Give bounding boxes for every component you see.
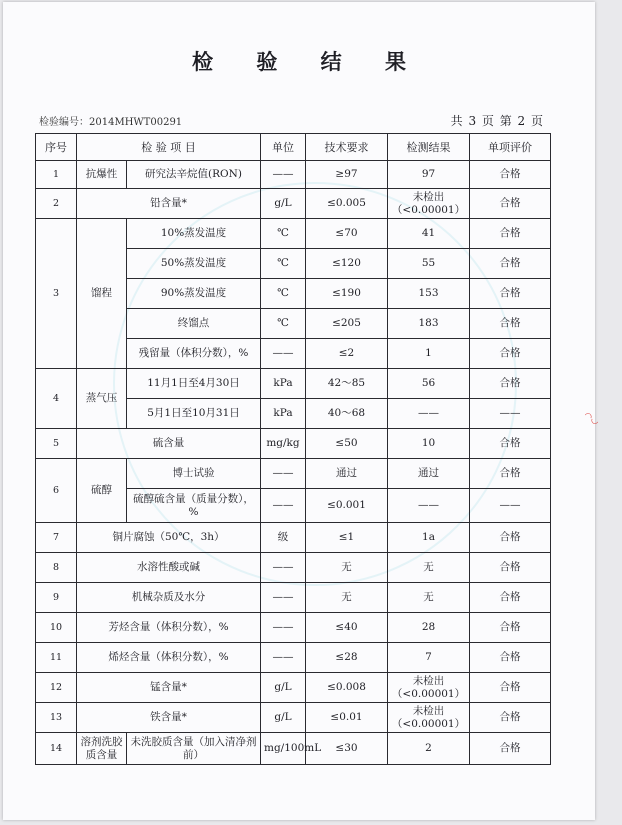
row-unit: —— [261,583,306,613]
row-seq: 14 [36,733,77,765]
row-result: 通过 [388,459,470,489]
row-unit: 级 [261,523,306,553]
row-seq: 12 [36,673,77,703]
row-seq: 1 [36,161,77,189]
row-requirement: ≤0.008 [306,673,388,703]
table-row [36,733,551,765]
row-requirement: ≤205 [306,309,388,339]
row-evaluation: 合格 [470,583,551,613]
row-result: 153 [388,279,470,309]
table-row [36,369,551,399]
row-group: 溶剂洗胶质含量 [77,733,127,765]
page-title: 检 验 结 果 [192,49,424,74]
row-unit: kPa [261,399,306,429]
row-result: 未检出（<0.00001） [388,189,470,219]
row-unit: mg/kg [261,429,306,459]
row-item: 铅含量* [77,189,261,219]
row-evaluation: 合格 [470,339,551,369]
row-item: 铁含量* [77,703,261,733]
row-evaluation: 合格 [470,523,551,553]
row-seq: 5 [36,429,77,459]
row-unit: —— [261,613,306,643]
table-row [36,459,551,489]
page-indicator: 共 3 页 第 2 页 [450,114,544,128]
row-item: 5月1日至10月31日 [127,399,261,429]
row-evaluation: 合格 [470,279,551,309]
row-evaluation: —— [470,399,551,429]
row-requirement: ≤30 [306,733,388,765]
row-result: 97 [388,161,470,189]
row-group: 蒸气压 [77,369,127,429]
red-seal-stamp: ◠◡ [582,410,601,427]
row-evaluation: 合格 [470,459,551,489]
row-item: 残留量（体积分数），% [127,339,261,369]
row-evaluation: 合格 [470,703,551,733]
header-evaluation: 单项评价 [470,134,551,161]
table-row [36,643,551,673]
row-result: 1 [388,339,470,369]
row-unit: ℃ [261,309,306,339]
row-seq: 11 [36,643,77,673]
row-item: 硫含量 [77,429,261,459]
row-requirement: ≤0.01 [306,703,388,733]
row-seq: 9 [36,583,77,613]
row-result: 未检出（<0.00001） [388,673,470,703]
row-evaluation: 合格 [470,189,551,219]
row-evaluation: 合格 [470,553,551,583]
row-requirement: ≤70 [306,219,388,249]
table-row [36,523,551,553]
report-page [3,2,601,820]
table-row [36,703,551,733]
row-result: —— [388,399,470,429]
table-row [36,161,551,189]
row-result: 1a [388,523,470,553]
row-item: 10%蒸发温度 [127,219,261,249]
row-seq: 6 [36,459,77,523]
table-row [36,219,551,249]
table-header-row [36,134,551,161]
row-item: 50%蒸发温度 [127,249,261,279]
table-row [36,189,551,219]
row-unit: ℃ [261,219,306,249]
row-evaluation: 合格 [470,369,551,399]
table-row [36,553,551,583]
row-evaluation: 合格 [470,613,551,643]
row-group: 馏程 [77,219,127,369]
row-result: 55 [388,249,470,279]
row-item: 水溶性酸或碱 [77,553,261,583]
row-unit: —— [261,643,306,673]
row-evaluation: 合格 [470,309,551,339]
row-result: 41 [388,219,470,249]
row-evaluation: 合格 [470,673,551,703]
row-evaluation: 合格 [470,429,551,459]
row-seq: 8 [36,553,77,583]
row-requirement: ≤2 [306,339,388,369]
row-result: 无 [388,583,470,613]
row-unit: —— [261,553,306,583]
row-seq: 13 [36,703,77,733]
row-requirement: ≤0.001 [306,489,388,523]
report-number: 检验编号：2014MHWT00291 [39,117,183,128]
row-unit: g/L [261,189,306,219]
row-result: 2 [388,733,470,765]
row-item: 博士试验 [127,459,261,489]
row-seq: 10 [36,613,77,643]
row-seq: 4 [36,369,77,429]
row-requirement: 无 [306,553,388,583]
row-requirement: 通过 [306,459,388,489]
row-item: 90%蒸发温度 [127,279,261,309]
row-requirement: ≥97 [306,161,388,189]
row-seq: 3 [36,219,77,369]
row-unit: ℃ [261,249,306,279]
row-requirement: ≤1 [306,523,388,553]
table-row [36,613,551,643]
row-seq: 2 [36,189,77,219]
row-item: 烯烃含量（体积分数），% [77,643,261,673]
row-unit: —— [261,339,306,369]
row-unit: —— [261,489,306,523]
row-unit: kPa [261,369,306,399]
row-evaluation: —— [470,489,551,523]
row-item: 锰含量* [77,673,261,703]
row-item: 硫醇硫含量（质量分数），% [127,489,261,523]
row-item: 11月1日至4月30日 [127,369,261,399]
row-unit: g/L [261,703,306,733]
row-seq: 7 [36,523,77,553]
header-seq: 序号 [36,134,77,161]
row-requirement: ≤190 [306,279,388,309]
row-unit: mg/100mL [261,733,306,765]
row-unit: g/L [261,673,306,703]
row-evaluation: 合格 [470,161,551,189]
row-evaluation: 合格 [470,643,551,673]
header-result: 检测结果 [388,134,470,161]
row-requirement: ≤28 [306,643,388,673]
row-requirement: ≤40 [306,613,388,643]
row-result: 56 [388,369,470,399]
table-row [36,583,551,613]
row-unit: —— [261,459,306,489]
results-table [35,133,551,765]
row-evaluation: 合格 [470,249,551,279]
header-item: 检 验 项 目 [77,134,261,161]
row-item: 研究法辛烷值(RON) [127,161,261,189]
table-row [36,673,551,703]
row-requirement: ≤50 [306,429,388,459]
row-result: 无 [388,553,470,583]
row-item: 机械杂质及水分 [77,583,261,613]
row-unit: ℃ [261,279,306,309]
header-requirement: 技术要求 [306,134,388,161]
row-item: 铜片腐蚀（50℃，3h） [77,523,261,553]
row-requirement: 40～68 [306,399,388,429]
row-group: 硫醇 [77,459,127,523]
header-unit: 单位 [261,134,306,161]
row-result: —— [388,489,470,523]
row-item: 芳烃含量（体积分数），% [77,613,261,643]
row-result: 10 [388,429,470,459]
row-item: 未洗胶质含量（加入清净剂前） [127,733,261,765]
row-requirement: 42～85 [306,369,388,399]
row-requirement: ≤0.005 [306,189,388,219]
row-requirement: ≤120 [306,249,388,279]
row-evaluation: 合格 [470,733,551,765]
row-requirement: 无 [306,583,388,613]
row-result: 7 [388,643,470,673]
row-result: 28 [388,613,470,643]
row-result: 未检出（<0.00001） [388,703,470,733]
table-row [36,429,551,459]
row-unit: —— [261,161,306,189]
row-result: 183 [388,309,470,339]
row-item: 终馏点 [127,309,261,339]
row-group: 抗爆性 [77,161,127,189]
row-evaluation: 合格 [470,219,551,249]
